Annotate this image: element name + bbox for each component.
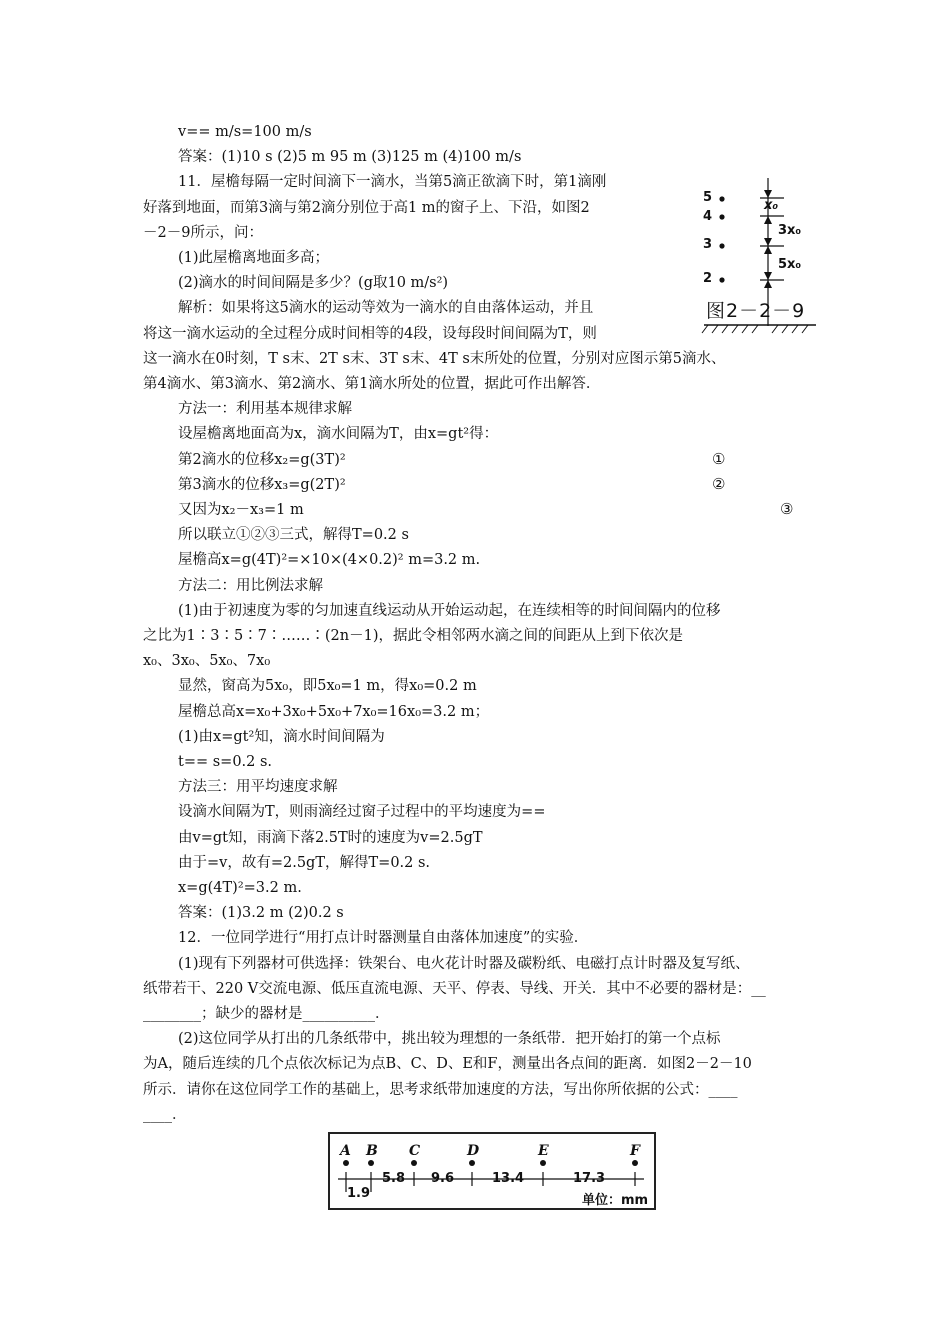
drop-label-3: 3	[703, 237, 713, 252]
text-line: 所以联立①②③三式，解得T=0.2 s	[178, 527, 409, 543]
arrow-head	[764, 246, 772, 254]
drop-label-2: 2	[703, 271, 713, 286]
answer-line: 答案：(1)3.2 m (2)0.2 s	[178, 905, 344, 921]
point-label-c: C	[409, 1143, 421, 1159]
drop-label-5: 5	[703, 190, 713, 205]
text-line: 纸带若干、220 V交流电源、低压直流电源、天平、停表、导线、开关．其中不必要的器材是：__	[143, 981, 766, 997]
text-line: x=g(4T)²=3.2 m.	[178, 880, 302, 896]
distance-cd: 9.6	[431, 1171, 455, 1186]
arrow-head	[764, 272, 772, 280]
text-line: v== m/s=100 m/s	[178, 124, 312, 140]
text-line: t== s=0.2 s.	[178, 754, 273, 770]
water-drop-4	[719, 214, 724, 219]
tape-dot-c	[411, 1160, 417, 1166]
segment-label: x₀	[764, 198, 779, 213]
drop-label-4: 4	[703, 209, 713, 224]
text-line: (2)滴水的时间间隔是多少？(g取10 m/s²)	[178, 275, 449, 291]
figure-2-2-10	[328, 1132, 656, 1210]
distance-bc: 5.8	[382, 1171, 406, 1186]
figure-caption: 图2－2－9	[706, 300, 806, 322]
arrow-head	[764, 280, 772, 288]
text-line: －2－9所示，问：	[143, 225, 263, 241]
text-line: 所示．请你在这位同学工作的基础上，思考求纸带加速度的方法，写出你所依据的公式：____	[143, 1082, 738, 1098]
equation-mark-1: ①	[712, 450, 726, 468]
point-label-e: E	[538, 1143, 549, 1159]
distance-ef: 17.3	[573, 1171, 606, 1186]
text-line: ________；缺少的器材是__________．	[143, 1006, 390, 1022]
method-heading: 方法三：用平均速度求解	[178, 779, 338, 795]
equation-mark-3: ③	[780, 500, 794, 518]
text-line: (1)现有下列器材可供选择：铁架台、电火花计时器及碳粉纸、电磁打点计时器及复写纸、	[178, 956, 750, 972]
tape-dot-d	[469, 1160, 475, 1166]
text-line: 将这一滴水运动的全过程分成时间相等的4段，设每段时间间隔为T，则	[143, 326, 597, 342]
water-drop-3	[719, 243, 724, 248]
question-12-line: 12．一位同学进行“用打点计时器测量自由落体加速度”的实验．	[178, 930, 589, 946]
equation-mark-2: ②	[712, 475, 726, 493]
text-line: x₀、3x₀、5x₀、7x₀	[143, 653, 271, 669]
segment-label: 3x₀	[778, 223, 802, 238]
equation-line: 又因为x₂－x₃=1 m	[178, 502, 304, 518]
text-line: (1)由x=gt²知，滴水时间间隔为	[178, 729, 385, 745]
text-line: 屋檐高x=g(4T)²=×10×(4×0.2)² m=3.2 m.	[178, 552, 481, 568]
point-label-d: D	[467, 1143, 480, 1159]
arrow-head	[764, 190, 772, 198]
text-line: 为A，随后连续的几个点依次标记为点B、C、D、E和F，测量出各点间的距离．如图2－2－10	[143, 1056, 752, 1072]
answer-line: 答案：(1)10 s (2)5 m 95 m (3)125 m (4)100 m/s	[178, 149, 522, 165]
equation-line: 第2滴水的位移x₂=g(3T)²	[178, 452, 346, 468]
water-drop-2	[719, 277, 724, 282]
text-line: (1)由于初速度为零的匀加速直线运动从开始运动起，在连续相等的时间间隔内的位移	[178, 603, 721, 619]
point-label-b: B	[366, 1143, 378, 1159]
arrow-head	[764, 238, 772, 246]
question-11-line: 11．屋檐每隔一定时间滴下一滴水，当第5滴正欲滴下时，第1滴刚	[178, 174, 607, 190]
text-line: 第4滴水、第3滴水、第2滴水、第1滴水所处的位置，据此可作出解答．	[143, 376, 601, 392]
tape-dot-b	[368, 1160, 374, 1166]
figure-2-2-9	[690, 178, 830, 348]
unit-label: 单位：mm	[582, 1193, 649, 1208]
tape-dot-e	[540, 1160, 546, 1166]
text-line: 设滴水间隔为T，则雨滴经过窗子过程中的平均速度为==	[178, 804, 546, 820]
water-drop-5	[719, 196, 724, 201]
arrow-head	[764, 216, 772, 224]
text-line: (1)此屋檐离地面多高；	[178, 250, 330, 266]
method-heading: 方法二：用比例法求解	[178, 578, 323, 594]
text-line: (2)这位同学从打出的几条纸带中，挑出较为理想的一条纸带．把开始打的第一个点标	[178, 1031, 721, 1047]
text-line: 显然，窗高为5x₀，即5x₀=1 m，得x₀=0.2 m	[178, 678, 477, 694]
text-line: 屋檐总高x=x₀+3x₀+5x₀+7x₀=16x₀=3.2 m；	[178, 704, 490, 720]
distance-de: 13.4	[492, 1171, 525, 1186]
method-heading: 方法一：利用基本规律求解	[178, 401, 352, 417]
text-line: 设屋檐离地面高为x，滴水间隔为T，由x=gt²得：	[178, 426, 499, 442]
equation-line: 第3滴水的位移x₃=g(2T)²	[178, 477, 346, 493]
distance-ab: 1.9	[347, 1186, 371, 1201]
point-label-a: A	[340, 1143, 351, 1159]
text-line: 由v=gt知，雨滴下落2.5T时的速度为v=2.5gT	[178, 830, 483, 846]
tape-dot-a	[343, 1160, 349, 1166]
text-line: 这一滴水在0时刻，T s末、2T s末、3T s末、4T s末所处的位置，分别对应图示第5滴水、	[143, 351, 726, 367]
point-label-f: F	[630, 1143, 640, 1159]
text-line: 好落到地面，而第3滴与第2滴分别位于高1 m的窗子上、下沿，如图2	[143, 200, 590, 216]
segment-label: 5x₀	[778, 257, 802, 272]
ground-hatching	[702, 325, 808, 333]
tape-dot-f	[632, 1160, 638, 1166]
text-line: 之比为1∶3∶5∶7∶……∶(2n－1)，据此令相邻两水滴之间的间距从上到下依次是	[143, 628, 684, 644]
solution-line: 解析：如果将这5滴水的运动等效为一滴水的自由落体运动，并且	[178, 300, 594, 316]
text-line: ____．	[143, 1107, 187, 1123]
text-line: 由于=v，故有=2.5gT，解得T=0.2 s.	[178, 855, 431, 871]
